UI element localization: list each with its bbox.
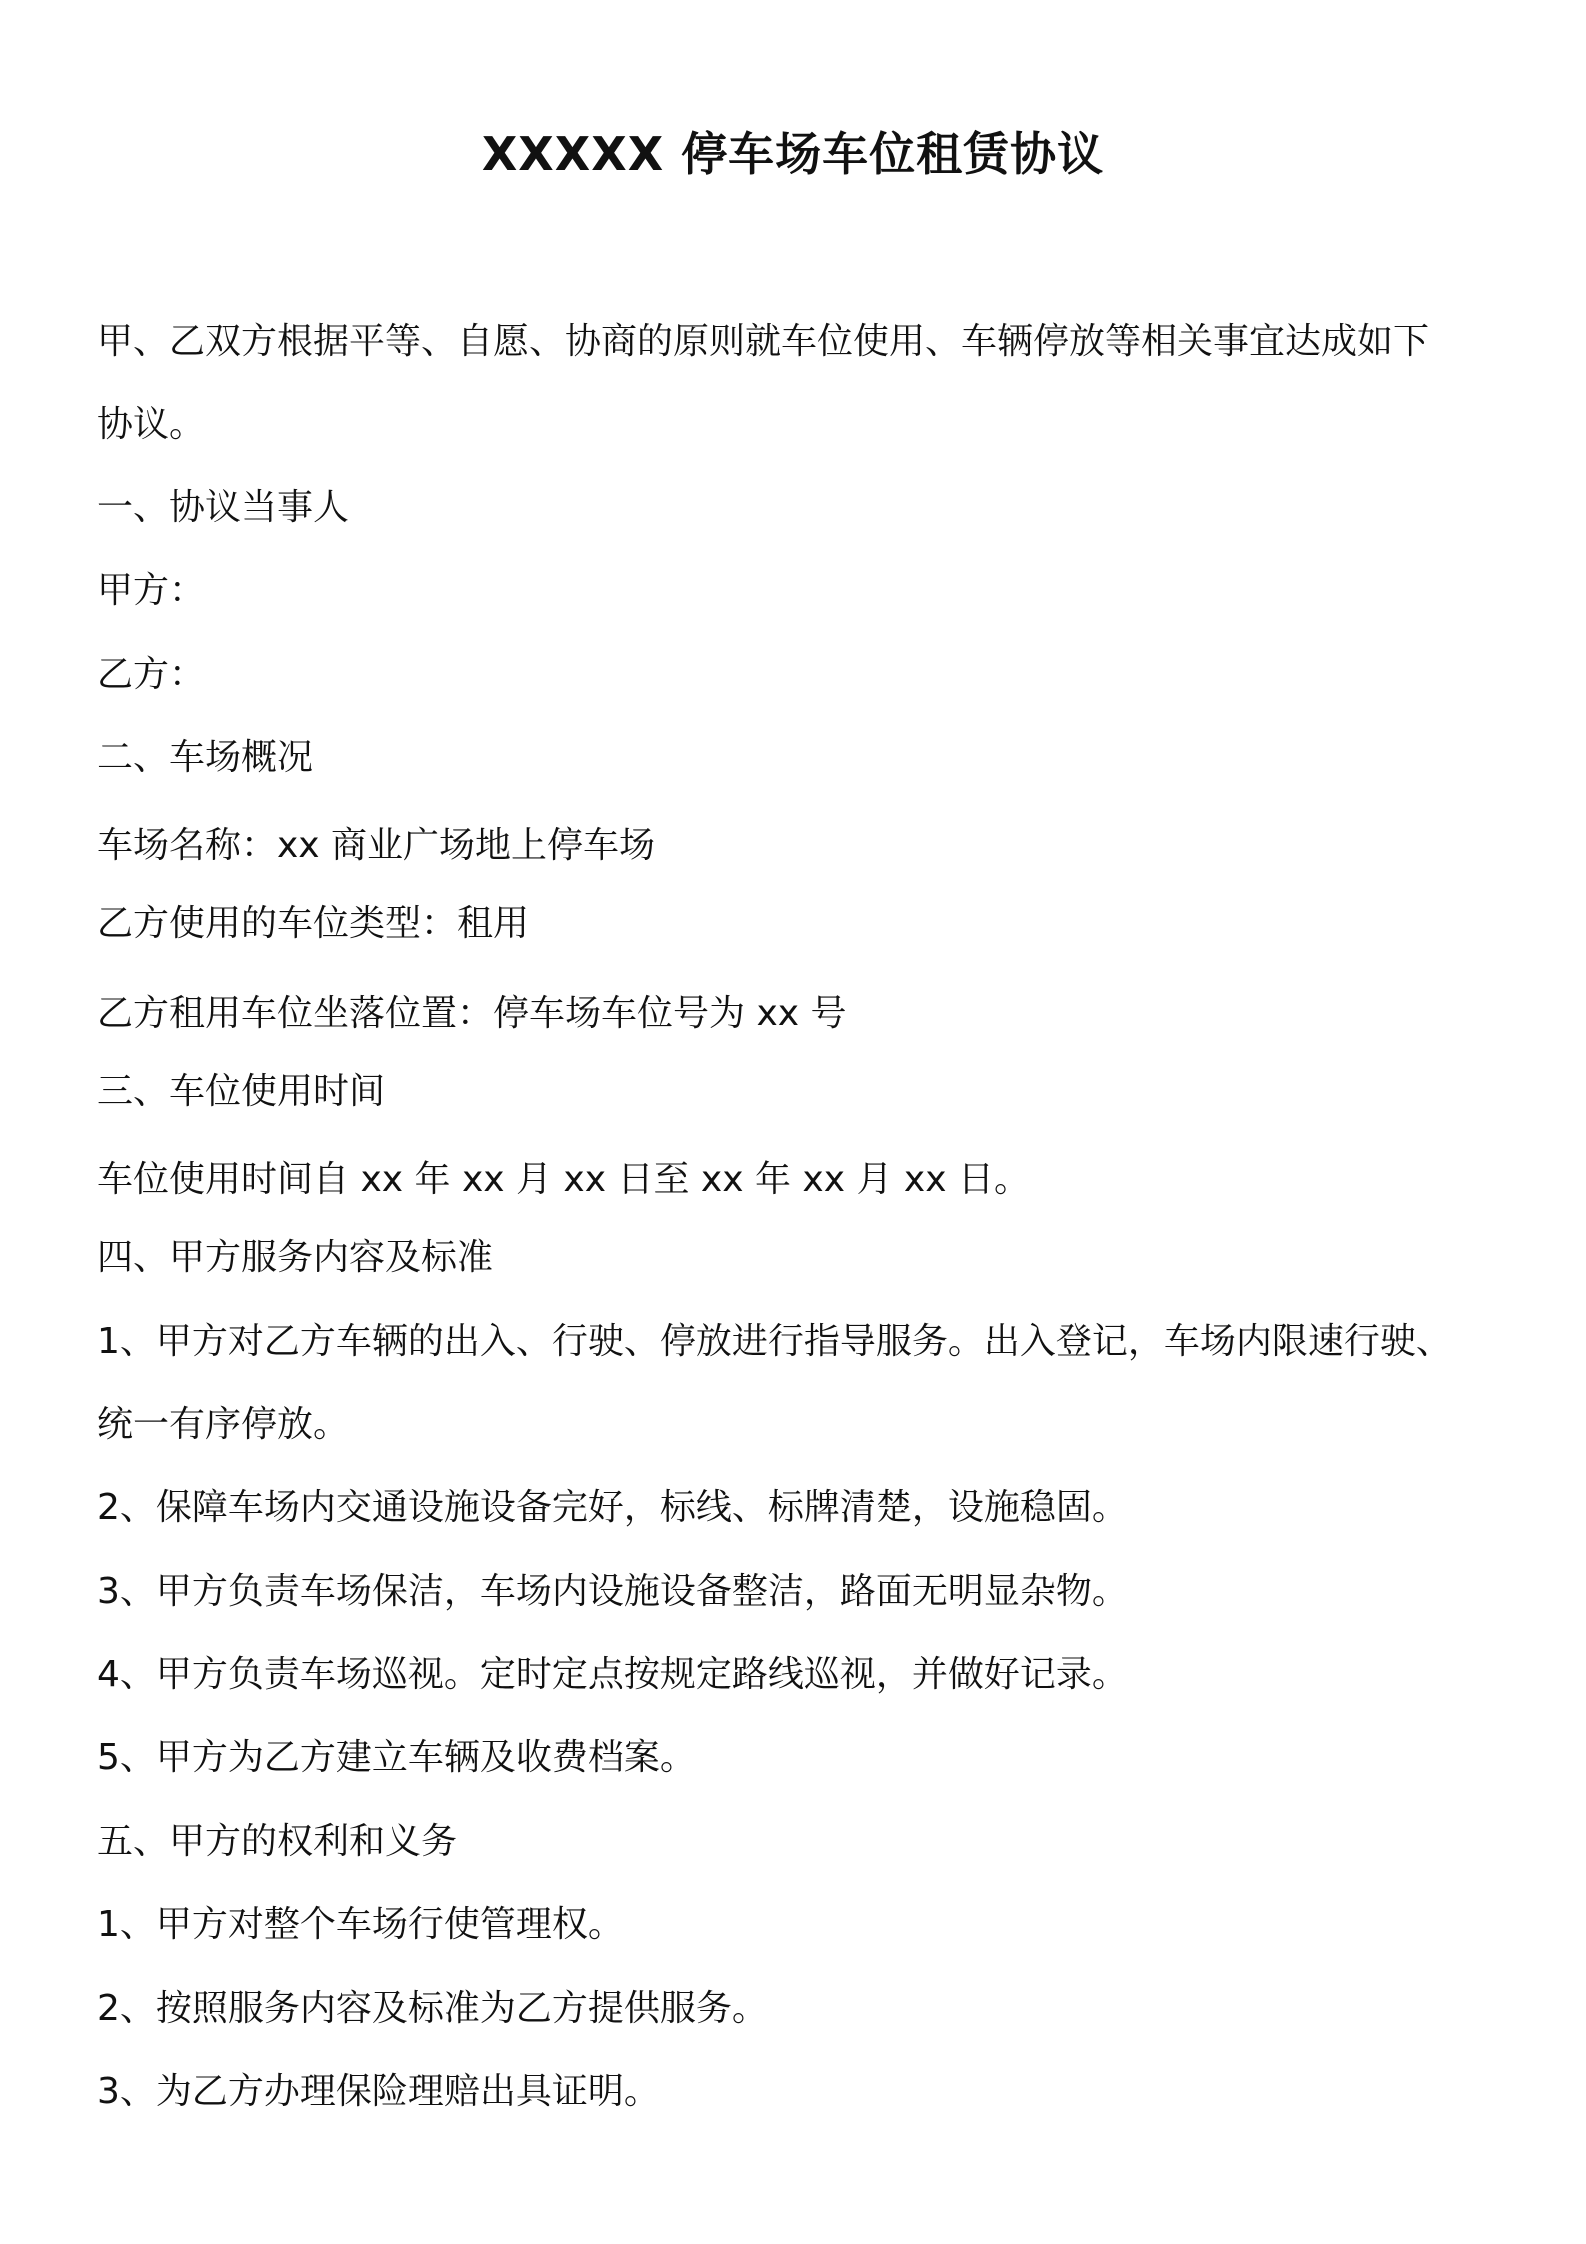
usage-time-line: 车位使用时间自 xx 年 xx 月 xx 日至 xx 年 xx 月 xx 日。 [97,1159,1030,1200]
service-item-3: 3、甲方负责车场保洁，车场内设施设备整洁，路面无明显杂物。 [97,1571,1128,1612]
document-title: XXXXX 停车场车位租赁协议 [481,127,1105,181]
parking-name-line: 车场名称：xx 商业广场地上停车场 [97,825,656,866]
rights-item-2: 2、按照服务内容及标准为乙方提供服务。 [97,1988,768,2029]
service-item-5: 5、甲方为乙方建立车辆及收费档案。 [97,1737,696,1778]
service-item-4: 4、甲方负责车场巡视。定时定点按规定路线巡视，并做好记录。 [97,1654,1128,1695]
service-item-2: 2、保障车场内交通设施设备完好，标线、标牌清楚，设施稳固。 [97,1487,1128,1528]
service-item-1-line-2: 统一有序停放。 [97,1404,350,1445]
section-heading-usage-time: 三、车位使用时间 [97,1071,386,1112]
section-heading-services: 四、甲方服务内容及标准 [97,1237,494,1278]
intro-paragraph-line-2: 协议。 [97,404,206,445]
space-location-line: 乙方租用车位坐落位置：停车场车位号为 xx 号 [97,993,847,1034]
party-a-label: 甲方： [97,570,206,611]
section-heading-rights-duties: 五、甲方的权利和义务 [97,1821,458,1862]
rights-item-3: 3、为乙方办理保险理赔出具证明。 [97,2071,660,2112]
rights-item-1: 1、甲方对整个车场行使管理权。 [97,1904,624,1945]
section-heading-parking-overview: 二、车场概况 [97,737,314,778]
party-b-label: 乙方： [97,654,206,695]
section-heading-parties: 一、协议当事人 [97,487,350,528]
space-type-line: 乙方使用的车位类型：租用 [97,903,530,944]
intro-paragraph-line-1: 甲、乙双方根据平等、自愿、协商的原则就车位使用、车辆停放等相关事宜达成如下 [97,321,1430,362]
service-item-1-line-1: 1、甲方对乙方车辆的出入、行驶、停放进行指导服务。出入登记，车场内限速行驶、 [97,1321,1452,1362]
